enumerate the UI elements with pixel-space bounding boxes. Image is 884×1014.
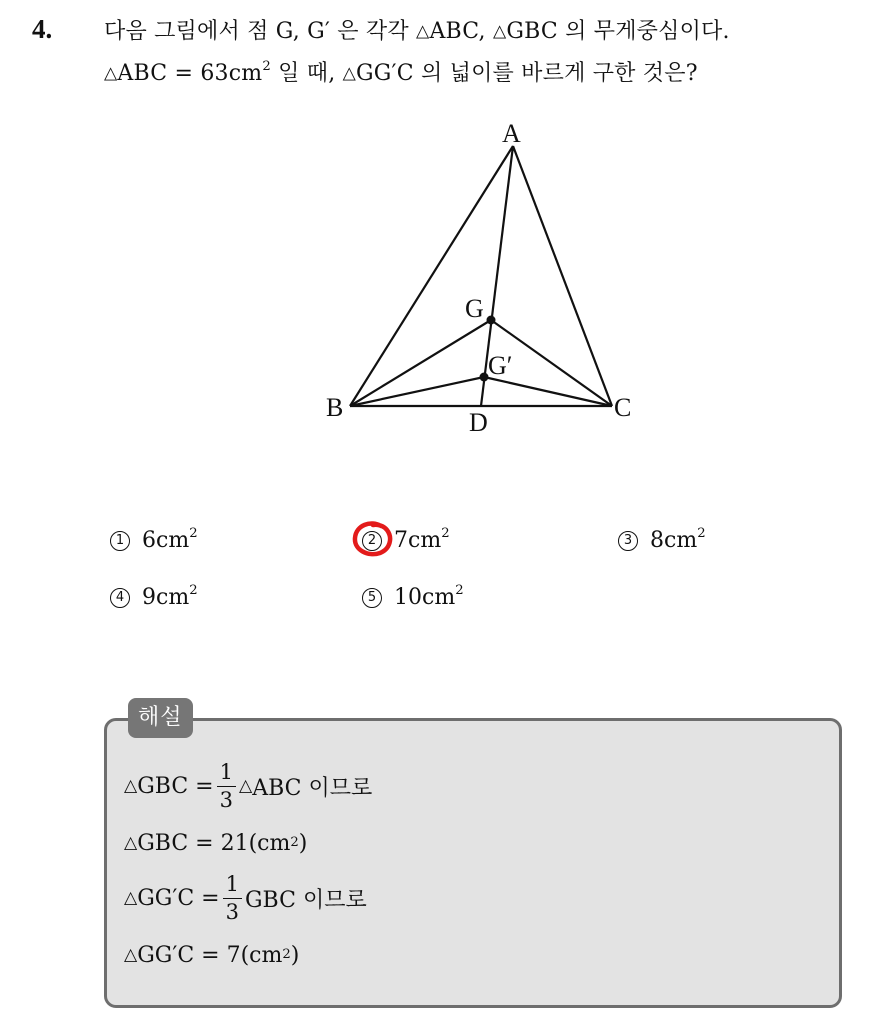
choice-text: 6cm — [142, 528, 190, 553]
question-text: 일 때, — [270, 61, 343, 86]
fraction-one-third — [217, 759, 236, 812]
explanation-text: GBC 이므로 — [244, 887, 367, 913]
choice-number: 3 — [618, 531, 638, 551]
choice-text: 8cm — [650, 528, 698, 553]
question-text: ABC = 63cm — [117, 61, 263, 86]
explanation-text: GG′C = 7(cm — [137, 942, 283, 968]
superscript: 2 — [455, 583, 464, 599]
triangle-diagram — [300, 110, 660, 450]
question-text: ABC, — [429, 19, 493, 44]
explanation-line-2: △ GBC = 21(cm 2 ) — [124, 830, 308, 856]
question-text-line-2 — [104, 56, 698, 87]
question-text: GG′C 의 넓이를 바르게 구한 것은? — [356, 61, 698, 86]
choice-value — [142, 528, 198, 553]
fraction-denominator: 3 — [223, 898, 242, 923]
choice-number: 5 — [362, 588, 382, 608]
question-text-line-1 — [104, 14, 730, 45]
triangle-symbol: △ — [239, 776, 253, 796]
triangle-figure — [300, 110, 660, 450]
question-number: 4. — [32, 14, 53, 44]
label-G-prime: G′ — [488, 351, 513, 380]
choice-number: 4 — [110, 588, 130, 608]
choice-3[interactable] — [618, 528, 706, 553]
triangle-symbol: △ — [124, 888, 138, 908]
explanation-text: ABC 이므로 — [252, 775, 373, 801]
question-text: 다음 그림에서 점 G, G′ 은 각각 — [104, 19, 417, 44]
superscript: 2 — [189, 583, 198, 599]
superscript: 2 — [189, 526, 198, 542]
fraction-denominator: 3 — [217, 786, 236, 811]
label-D: D — [469, 408, 488, 437]
segment-BG — [350, 320, 491, 406]
triangle-symbol: △ — [104, 63, 118, 84]
choice-number: 2 — [362, 531, 382, 551]
explanation-line-4: △ GG′C = 7(cm 2 ) — [124, 942, 300, 968]
choice-text: 7cm — [394, 528, 442, 553]
choice-text: 10cm — [394, 585, 456, 610]
explanation-text: GBC = — [137, 773, 214, 799]
explanation-line-1 — [124, 758, 372, 814]
label-G: G — [465, 294, 484, 323]
explanation-text: GBC = 21(cm — [137, 830, 291, 856]
question-text: GBC 의 무게중심이다. — [506, 19, 730, 44]
choice-1[interactable] — [110, 528, 198, 553]
superscript: 2 — [441, 526, 450, 542]
explanation-text: ) — [290, 942, 300, 968]
segment-AC — [513, 146, 612, 406]
superscript: 2 — [697, 526, 706, 542]
explanation-line-3 — [124, 870, 367, 926]
segment-BGp — [350, 377, 484, 406]
choice-number: 1 — [110, 531, 130, 551]
label-C: C — [614, 393, 632, 422]
choice-value — [142, 585, 198, 610]
choice-value — [650, 528, 706, 553]
triangle-symbol: △ — [124, 945, 138, 965]
triangle-symbol: △ — [124, 776, 138, 796]
triangle-symbol: △ — [124, 833, 138, 853]
fraction-numerator: 1 — [219, 759, 233, 784]
fraction-numerator: 1 — [225, 871, 239, 896]
superscript: 2 — [262, 59, 271, 75]
choice-value — [394, 528, 450, 553]
fraction-one-third — [223, 871, 242, 924]
explanation-tag: 해설 — [128, 698, 193, 738]
choice-2[interactable] — [362, 528, 450, 553]
choice-text: 9cm — [142, 585, 190, 610]
triangle-symbol: △ — [492, 21, 507, 42]
choice-value — [394, 585, 464, 610]
explanation-text: GG′C = — [137, 885, 220, 911]
label-B: B — [326, 393, 344, 422]
triangle-symbol: △ — [416, 21, 430, 42]
choice-4[interactable] — [110, 585, 198, 610]
label-A: A — [502, 119, 521, 148]
choice-5[interactable] — [362, 585, 464, 610]
explanation-text: ) — [298, 830, 308, 856]
point-G — [487, 316, 496, 325]
triangle-symbol: △ — [342, 63, 356, 84]
